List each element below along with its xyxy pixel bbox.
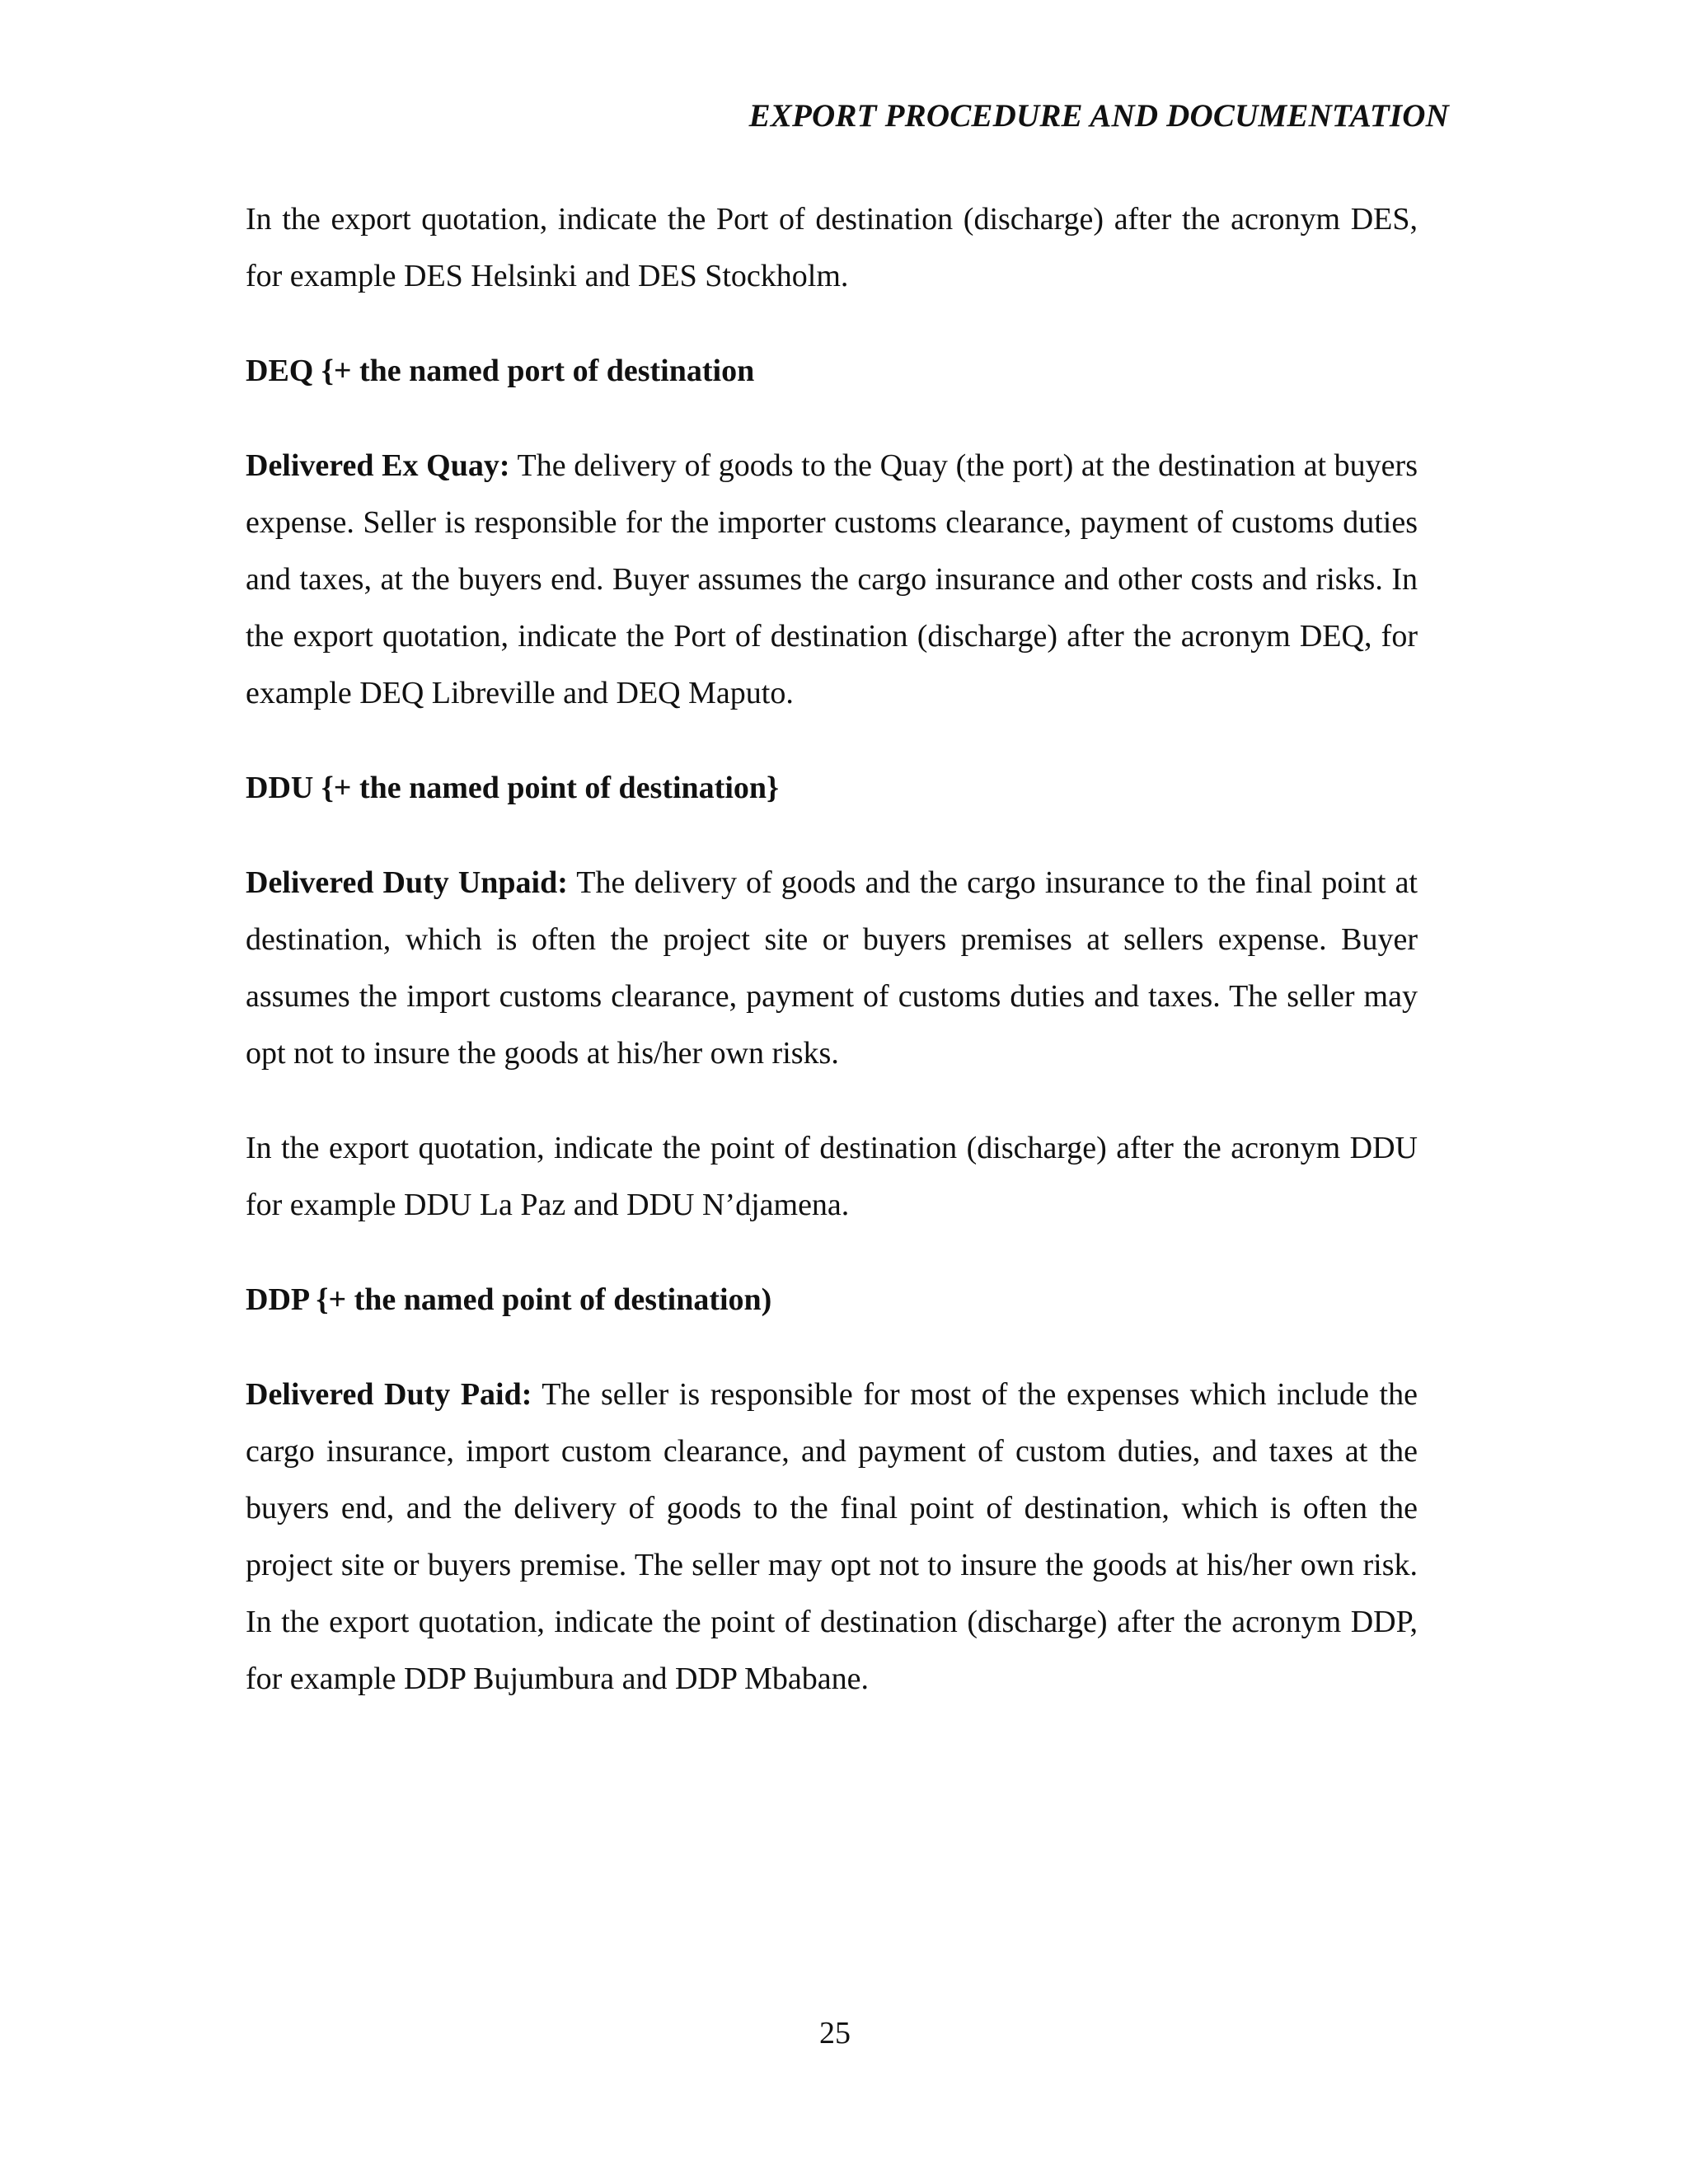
des-quotation-paragraph: In the export quotation, indicate the Port of destination (discharge) after the acronym DES, for example DES Helsinki and DES Stockholm. bbox=[246, 202, 1418, 293]
ddu-paragraph bbox=[246, 855, 1418, 1082]
ddp-term: Delivered Duty Paid: bbox=[246, 1377, 532, 1412]
ddu-heading: DDU {+ the named point of destination} bbox=[246, 771, 779, 805]
ddp-heading: DDP {+ the named point of destination) bbox=[246, 1282, 772, 1317]
deq-term: Delivered Ex Quay: bbox=[246, 448, 510, 483]
ddp-paragraph bbox=[246, 1366, 1418, 1708]
ddp-body: The seller is responsible for most of the expenses which include the cargo insurance, import custom clearance, and payment of custom duties, and taxes at the buyers end, and the delivery of goods to the final point of destination, which is often the project site or buyers premise. The seller may opt not to insure the goods at his/her own risk. In the export quotation, indicate the point of destination (discharge) after the acronym DDP, for example DDP Bujumbura and DDP Mbabane. bbox=[246, 1377, 1418, 1696]
ddu-term: Delivered Duty Unpaid: bbox=[246, 865, 568, 900]
deq-body: The delivery of goods to the Quay (the port) at the destination at buyers expense. Seller is responsible for the importer customs clearance, payment of customs duties and taxes, at the buyers end. Buyer assumes the cargo insurance and other costs and risks. In the export quotation, indicate the Port of destination (discharge) after the acronym DEQ, for example DEQ Libreville and DEQ Maputo. bbox=[246, 448, 1418, 710]
page-number: 25 bbox=[819, 2016, 851, 2050]
deq-paragraph bbox=[246, 438, 1418, 722]
deq-heading: DEQ {+ the named port of destination bbox=[246, 354, 755, 388]
page-content bbox=[246, 191, 1418, 1746]
running-header: EXPORT PROCEDURE AND DOCUMENTATION bbox=[748, 98, 1449, 134]
ddu-body: The delivery of goods and the cargo insurance to the final point at destination, which is often the project site or buyers premises at sellers expense. Buyer assumes the import customs clearance, payment of customs duties and taxes. The seller may opt not to insure the goods at his/her own risks. bbox=[246, 865, 1418, 1071]
ddu-quotation-paragraph: In the export quotation, indicate the point of destination (discharge) after the acronym DDU for example DDU La Paz and DDU N’djamena. bbox=[246, 1131, 1418, 1222]
